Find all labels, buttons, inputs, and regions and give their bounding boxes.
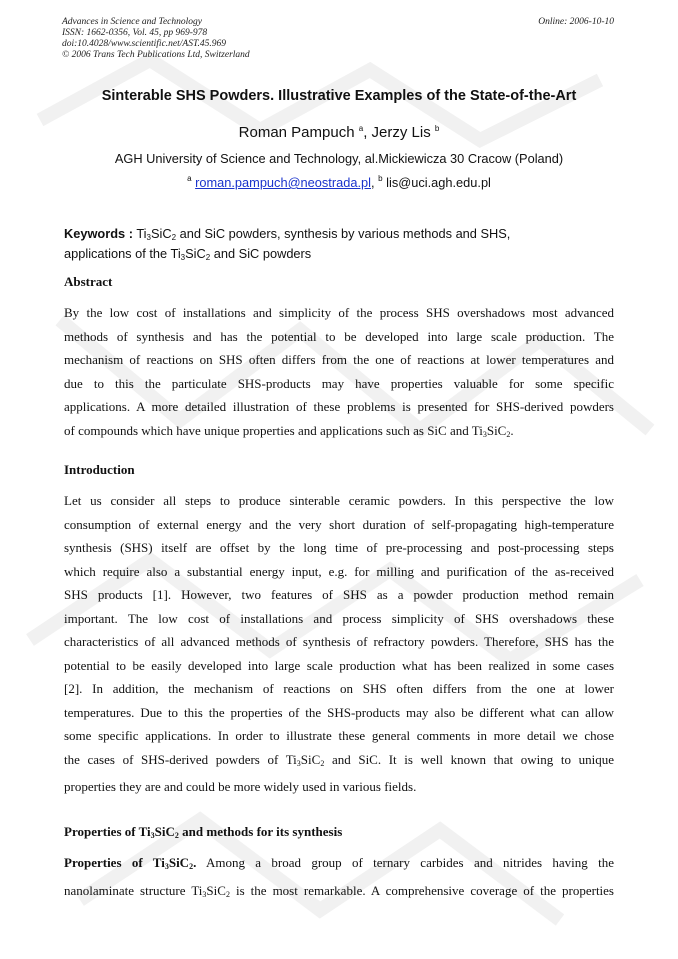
text-fragment: nanolaminate structure Ti — [64, 882, 203, 898]
text-fragment: and SiC. It is well known that owing to unique — [324, 751, 614, 767]
text-line: due to this the particulate SHS-products may have properties valuable for some specific — [64, 375, 614, 391]
subscript: 2 — [225, 889, 230, 899]
subscript: 2 — [320, 758, 325, 768]
abstract-heading: Abstract — [64, 274, 113, 289]
text-fragment: . — [510, 422, 514, 438]
run-in-heading: . — [193, 855, 197, 870]
abstract-paragraph — [64, 301, 614, 446]
introduction-paragraph — [64, 489, 614, 799]
text-line: characteristics of all advanced methods of synthesis of refractory powders. Therefore, SHS has the — [64, 634, 614, 649]
subscript: 2 — [171, 233, 177, 242]
subscript: 2 — [506, 429, 511, 439]
text-line: consumption of external energy and the very short duration of self-propagating high-temperature — [64, 516, 614, 532]
text-line: applications. A more detailed illustration of these problems is presented for SHS-derived powders — [64, 399, 614, 414]
text-fragment: SiC — [300, 751, 321, 767]
author-name: Jerzy Lis — [371, 124, 431, 141]
text-fragment: SiC — [486, 422, 507, 438]
keywords-text: applications of the Ti — [64, 246, 181, 261]
subscript: 2 — [205, 253, 211, 262]
text-line — [64, 879, 614, 907]
text-fragment: the cases of SHS-derived powders of Ti — [64, 751, 297, 767]
keywords-text: SiC — [150, 226, 172, 241]
heading-fragment: and methods for its synthesis — [178, 824, 343, 839]
text-line: mechanism of reactions on SHS often differs from the one of reactions at lower temperatures and — [64, 352, 614, 367]
subscript: 2 — [174, 831, 179, 840]
email-marker: b — [378, 174, 383, 183]
affiliation-marker: b — [434, 124, 440, 133]
keywords — [64, 226, 624, 266]
heading-fragment: Properties of Ti — [64, 824, 151, 839]
text-fragment: Among a broad group of ternary carbides and nitrides having the — [196, 855, 614, 870]
subscript: 3 — [164, 862, 169, 871]
text-line — [64, 419, 614, 447]
online-date: Online: 2006-10-10 — [538, 17, 614, 27]
author-name: Roman Pampuch — [238, 124, 355, 141]
author-separator: , — [363, 124, 372, 141]
run-in-heading: Properties of Ti — [64, 855, 165, 870]
keywords-label: Keywords : — [64, 226, 133, 241]
subscript: 2 — [189, 862, 194, 871]
keywords-text: and SiC powders, synthesis by various methods and SHS, — [176, 226, 511, 241]
properties-paragraph — [64, 851, 614, 906]
journal-header — [62, 17, 614, 61]
subscript: 3 — [482, 429, 487, 439]
affiliation-marker: a — [358, 124, 364, 133]
keywords-text: SiC — [185, 246, 206, 261]
subscript: 3 — [150, 831, 155, 840]
text-fragment: is the most remarkable. A comprehensive coverage of the properties — [229, 882, 614, 898]
authors — [0, 124, 678, 141]
introduction-heading: Introduction — [64, 462, 135, 477]
email-marker: a — [187, 174, 192, 183]
subscript: 3 — [296, 758, 301, 768]
heading-fragment: SiC — [154, 824, 175, 839]
text-line — [64, 851, 614, 879]
affiliation: AGH University of Science and Technology, al.Mickiewicza 30 Cracow (Poland) — [114, 151, 564, 166]
subscript: 3 — [202, 889, 207, 899]
text-line — [64, 748, 614, 776]
text-line: properties they are and could be more widely used in various fields. — [64, 779, 417, 794]
subscript: 3 — [146, 233, 151, 242]
subscript: 3 — [180, 253, 186, 262]
text-line: important. The low cost of installations and process simplicity of SHS overshadows these — [64, 610, 614, 626]
text-line: SHS products [1]. However, two features of SHS as a powder production method remain — [64, 587, 614, 602]
email-link[interactable]: roman.pampuch@neostrada.pl — [195, 175, 371, 190]
text-line: which require also a substantial energy input, e.g. for milling and purification of the as-received — [64, 563, 614, 579]
email-separator: , — [371, 175, 375, 190]
copyright: © 2006 Trans Tech Publications Ltd, Switzerland — [62, 50, 250, 60]
text-line: Let us consider all steps to produce sinterable ceramic powders. In this perspective the low — [64, 493, 614, 508]
text-line: By the low cost of installations and simplicity of the process SHS overshadows most advanced — [64, 305, 614, 320]
text-line: [2]. In addition, the mechanism of reactions on SHS often differs from the one at lower — [64, 681, 614, 696]
doi: doi:10.4028/www.scientific.net/AST.45.969 — [62, 39, 227, 49]
section-heading — [64, 824, 342, 840]
text-line: temperatures. Due to this the properties of the SHS-products may also be different what can allow — [64, 704, 614, 720]
keywords-text: and SiC powders — [210, 246, 312, 261]
text-fragment: of compounds which have unique properties and applications such as SiC and Ti — [64, 422, 483, 438]
email-text: lis@uci.agh.edu.pl — [386, 175, 491, 190]
text-fragment: SiC — [206, 882, 226, 898]
text-line: some specific applications. In order to illustrate these general comments in more detail we chose — [64, 728, 614, 743]
run-in-heading: SiC — [168, 855, 190, 870]
text-line: methods of synthesis and has the potential to be developed into large scale production. The — [64, 328, 614, 344]
keywords-text: Ti — [136, 226, 147, 241]
author-emails — [0, 174, 678, 190]
journal-name: Advances in Science and Technology — [62, 17, 202, 27]
issn: ISSN: 1662-0356, Vol. 45, pp 969-978 — [62, 28, 208, 38]
text-line: potential to be easily developed into large scale production what has been realized in some cases — [64, 657, 614, 673]
text-line: synthesis (SHS) itself are offset by the long time of pre-processing and post-processing steps — [64, 540, 614, 555]
paper-title: Sinterable SHS Powders. Illustrative Examples of the State-of-the-Art — [101, 88, 577, 104]
